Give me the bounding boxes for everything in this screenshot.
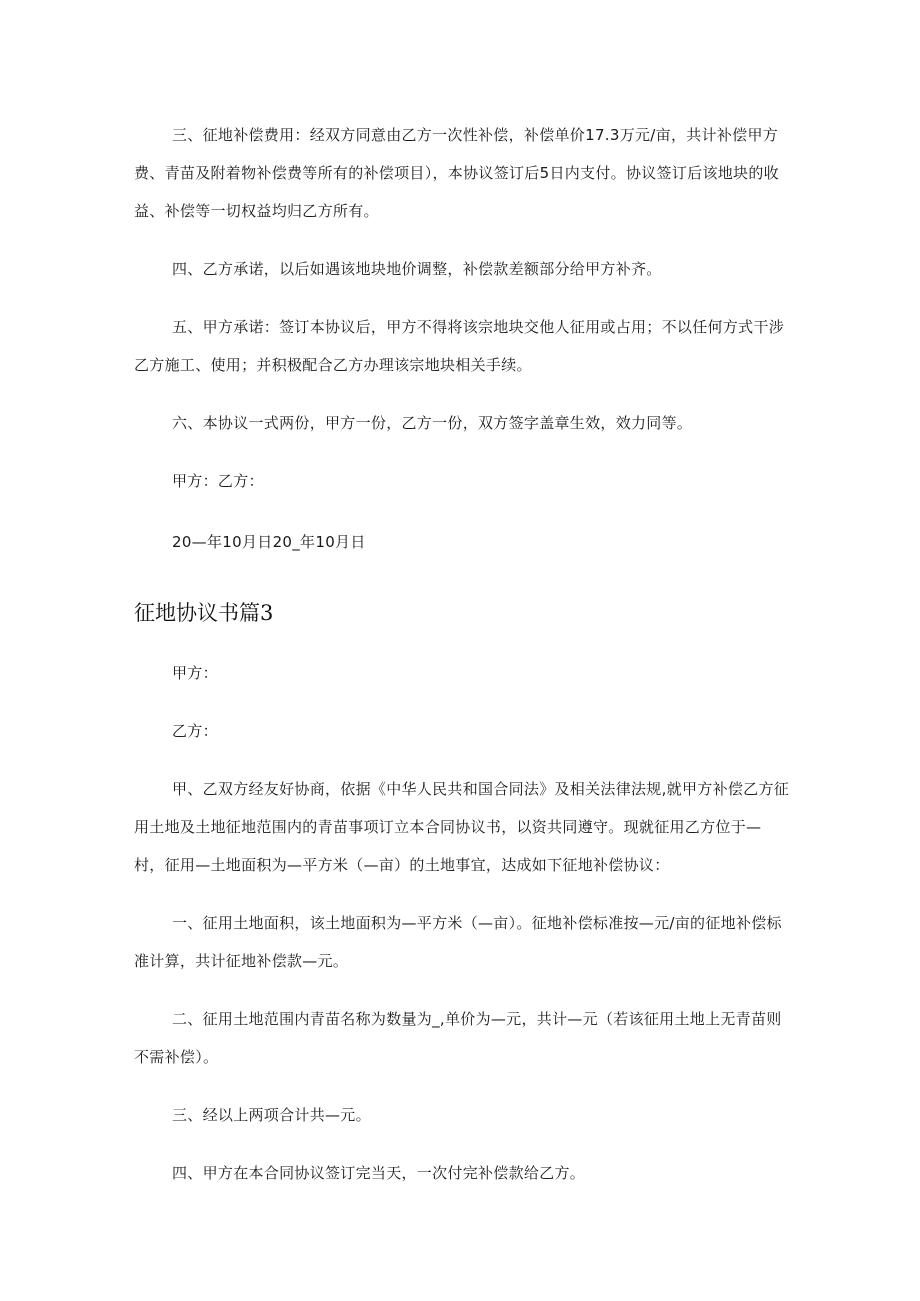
clause-6-copies: 六、本协议一式两份，甲方一份，乙方一份，双方签字盖章生效，效力同等。 xyxy=(172,414,693,432)
clause-2-crops: 二、征用土地范围内青苗名称为数量为_,单价为—元，共计—元（若该征用土地上无青苗则不需补偿）。 xyxy=(134,1010,782,1066)
preamble-paragraph: 甲、乙双方经友好协商，依据《中华人民共和国合同法》及相关法律法规,就甲方补偿乙方征用土地及土地征地范围内的青苗事项订立本合同协议书，以资共同遵守。现就征用乙方位于—村，征用—土地面积为—平方米（—亩）的土地事宜，达成如下征地补偿协议： xyxy=(134,780,790,874)
party-b-label: 乙方： xyxy=(172,722,218,740)
signature-parties-line: 甲方：乙方： xyxy=(172,472,264,490)
signature-date-line: 20—年10月日20_年10月日 xyxy=(172,533,366,551)
clause-1-land-area: 一、征用土地面积，该土地面积为—平方米（—亩）。征地补偿标准按—元/亩的征地补偿标准计算，共计征地补偿款—元。 xyxy=(134,914,782,970)
party-a-label: 甲方： xyxy=(172,664,218,682)
clause-4-payment: 四、甲方在本合同协议签订完当天，一次付完补偿款给乙方。 xyxy=(172,1164,586,1182)
clause-3-total: 三、经以上两项合计共—元。 xyxy=(172,1106,371,1124)
clause-5-party-a-promise: 五、甲方承诺：签订本协议后，甲方不得将该宗地块交他人征用或占用；不以任何方式干涉乙方施工、使用；并积极配合乙方办理该宗地块相关手续。 xyxy=(134,318,785,374)
clause-3-compensation-fee: 三、征地补偿费用：经双方同意由乙方一次性补偿，补偿单价17.3万元/亩，共计补偿甲方费、青苗及附着物补偿费等所有的补偿项目），本协议签订后5日内支付。协议签订后该地块的收益、补偿等一切权益均归乙方所有。 xyxy=(134,126,779,220)
section-title: 征地协议书篇3 xyxy=(134,601,274,625)
clause-4-party-b-promise: 四、乙方承诺，以后如遇该地块地价调整，补偿款差额部分给甲方补齐。 xyxy=(172,260,662,278)
